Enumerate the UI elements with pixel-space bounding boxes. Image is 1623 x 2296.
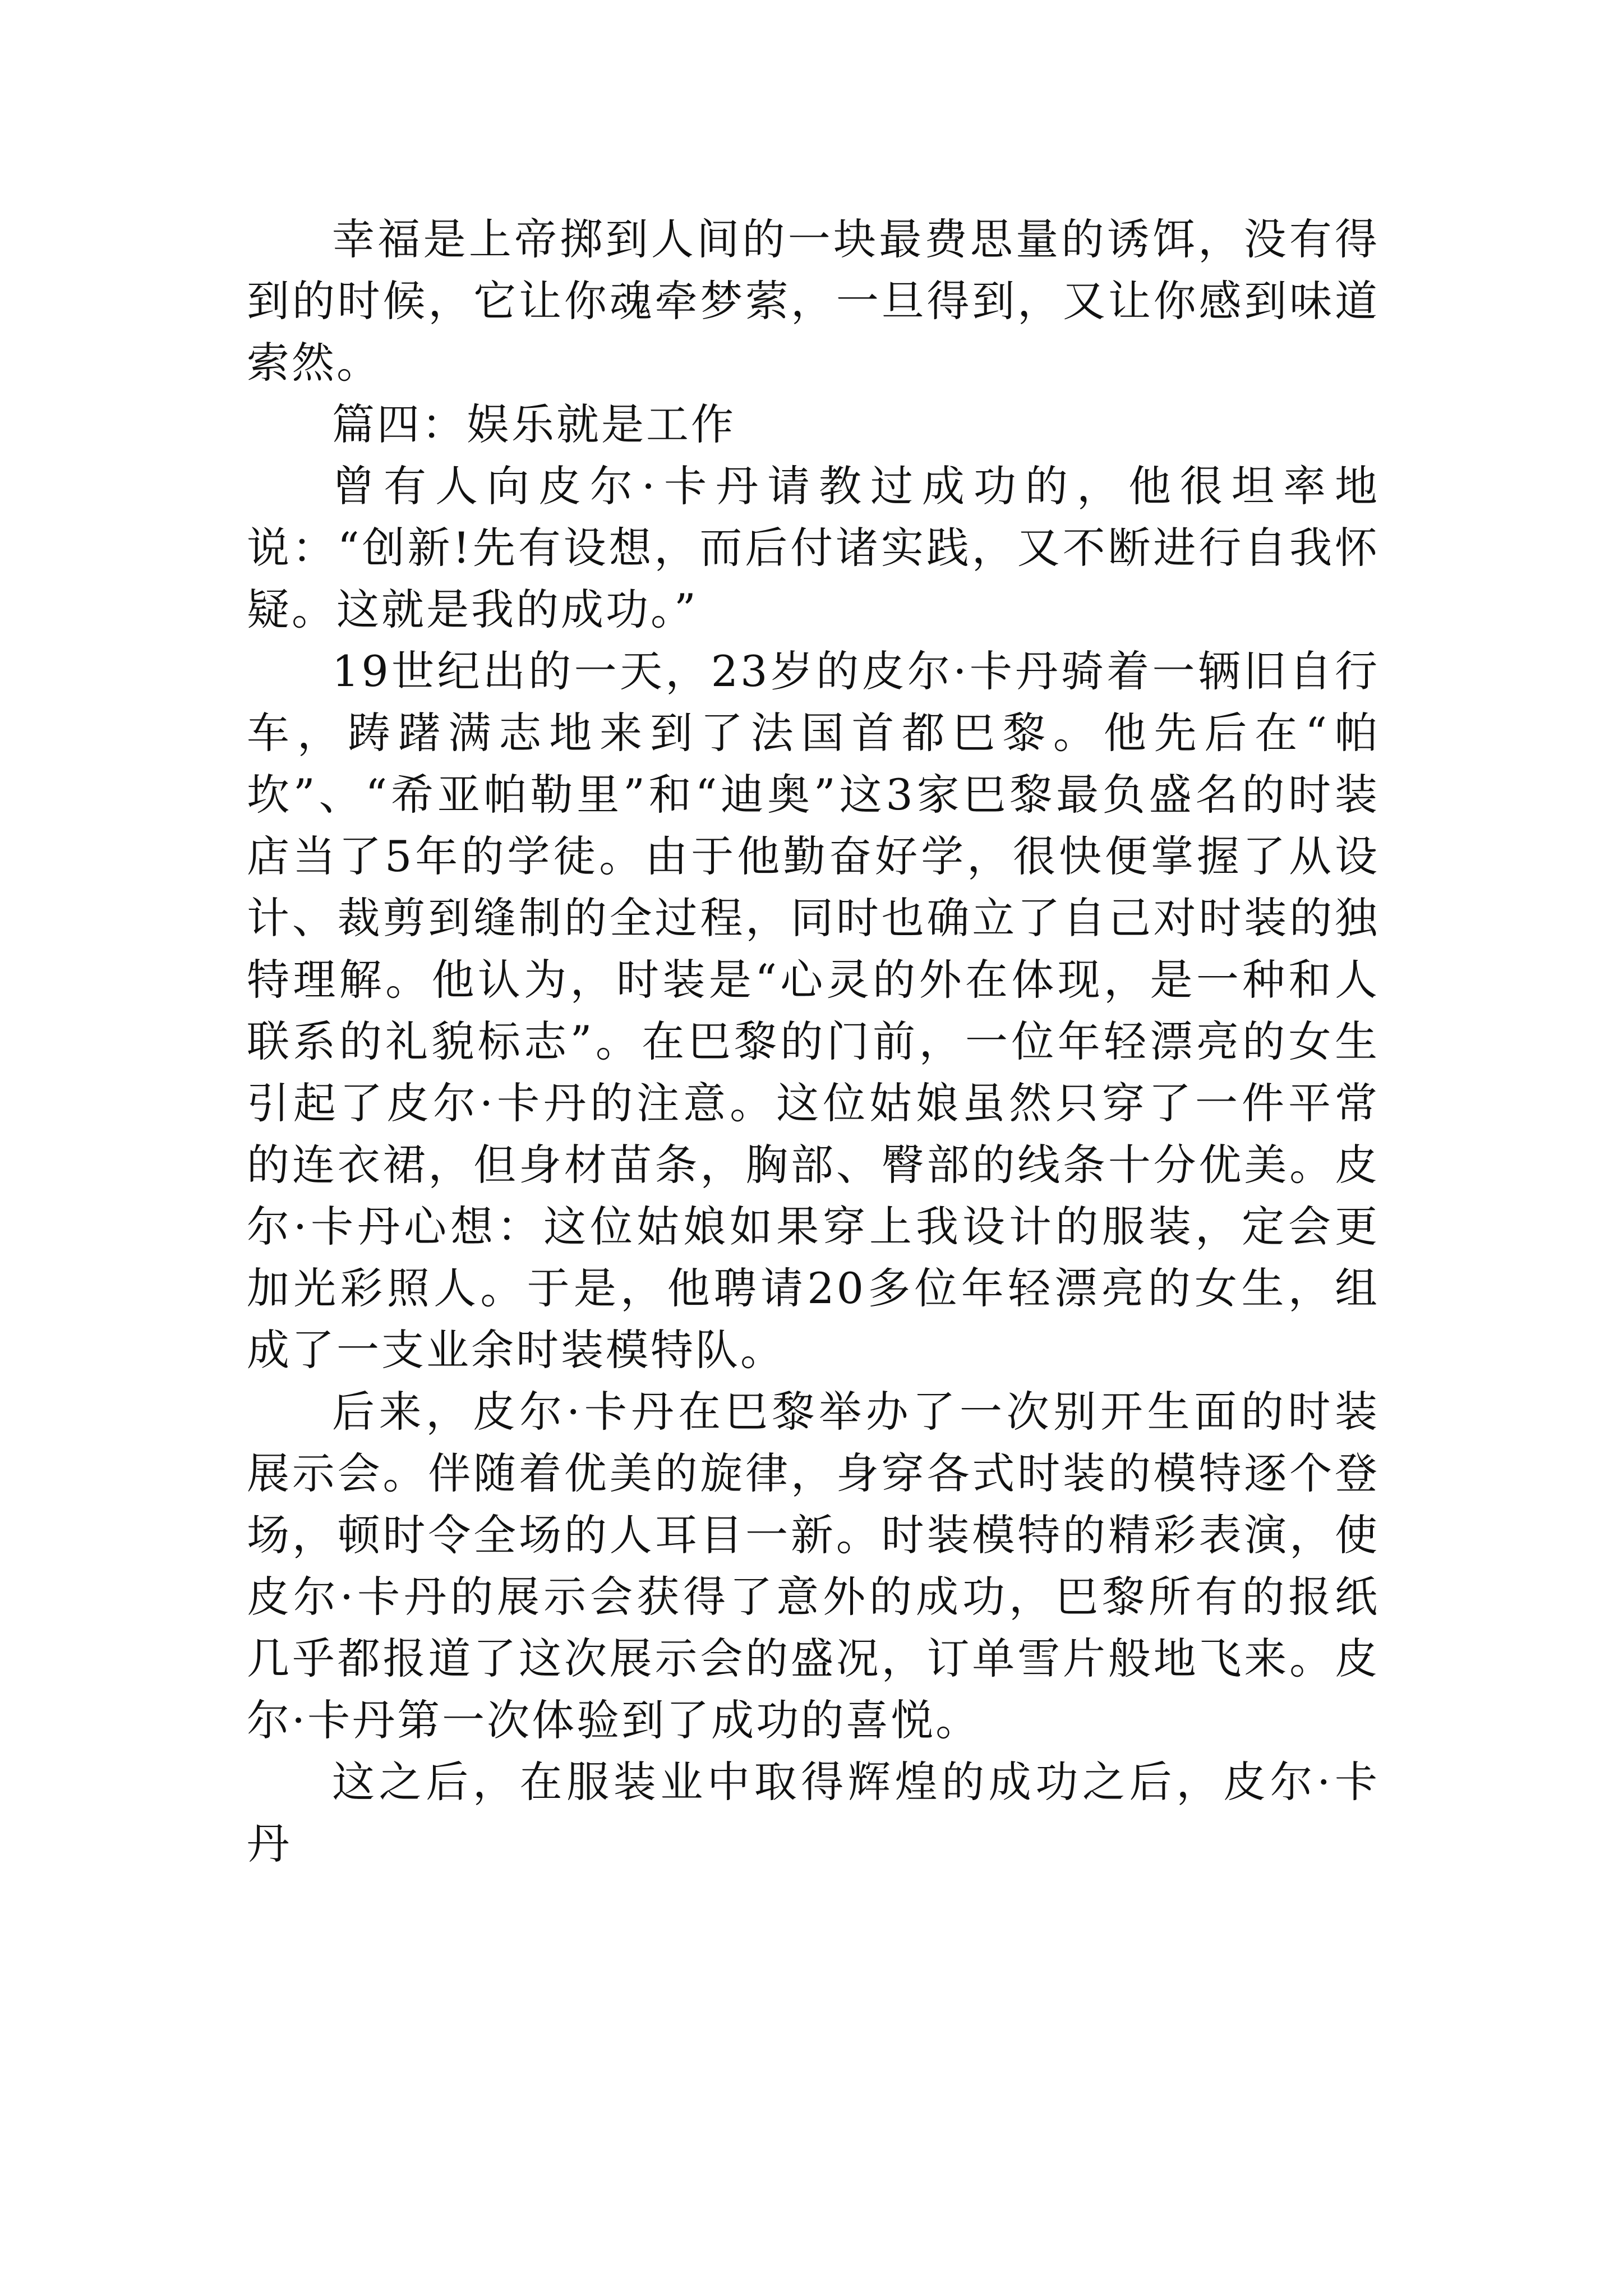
body-text [247, 209, 1380, 1875]
paragraph-continuation: 这之后，在服装业中取得辉煌的成功之后，皮尔·卡丹 [247, 1757, 1380, 1869]
paragraph-happiness: 幸福是上帝掷到人间的一块最费思量的诱饵，没有得到的时候，它让你魂牵梦萦，一旦得到，又让你感到味道索然。 [247, 214, 1380, 388]
paragraph-fashion-show: 后来，皮尔·卡丹在巴黎举办了一次别开生面的时装展示会。伴随着优美的旋律，身穿各式时装的模特逐个登场，顿时令全场的人耳目一新。时装模特的精彩表演，使皮尔·卡丹的展示会获得了意外的成功，巴黎所有的报纸几乎都报道了这次展示会的盛况，订单雪片般地飞来。皮尔·卡丹第一次体验到了成功的喜悦。 [247, 1387, 1380, 1745]
section-heading: 篇四：娱乐就是工作 [332, 399, 736, 449]
paragraph-early-career: 19世纪出的一天，23岁的皮尔·卡丹骑着一辆旧自行车，踌躇满志地来到了法国首都巴黎。他先后在“帕坎”、“希亚帕勒里”和“迪奥”这3家巴黎最负盛名的时装店当了5年的学徒。由于他勤奋好学，很快便掌握了从设计、裁剪到缝制的全过程，同时也确立了自己对时装的独特理解。他认为，时装是“心灵的外在体现，是一种和人联系的礼貌标志”。在巴黎的门前，一位年轻漂亮的女生引起了皮尔·卡丹的注意。这位姑娘虽然只穿了一件平常的连衣裙，但身材苗条，胸部、臀部的线条十分优美。皮尔·卡丹心想：这位姑娘如果穿上我设计的服装，定会更加光彩照人。于是，他聘请20多位年轻漂亮的女生，组成了一支业余时装模特队。 [247, 646, 1380, 1375]
paragraph-innovation-quote: 曾有人向皮尔·卡丹请教过成功的，他很坦率地说：“创新!先有设想，而后付诸实践，又不断进行自我怀疑。这就是我的成功。” [247, 461, 1380, 634]
